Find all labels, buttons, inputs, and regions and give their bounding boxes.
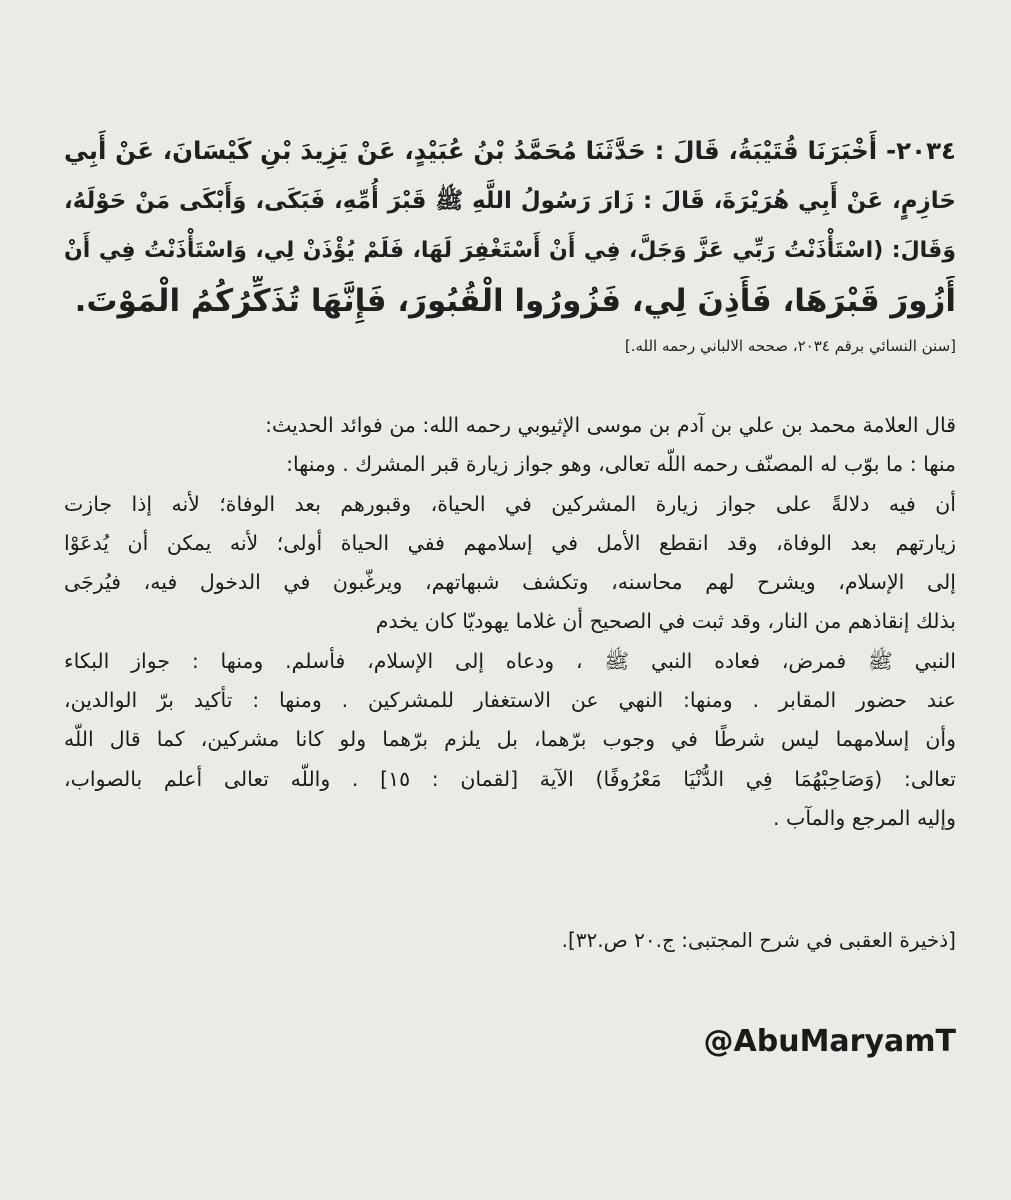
commentary-line: وإليه المرجع والمآب .	[772, 805, 956, 830]
hadith-line: وَقَالَ: (اسْتَأْذَنْتُ رَبِّي عَزَّ وَجَلَّ، فِي أَنْ أَسْتَغْفِرَ لَهَا، فَلَمْ يُؤْذَنْ لِي، وَاسْتَأْذَنْتُ فِي أَنْ	[64, 238, 956, 263]
hadith-line: ٢٠٣٤- أَخْبَرَنَا قُتَيْبَةُ، قَالَ : حَدَّثَنَا مُحَمَّدُ بْنُ عُبَيْدٍ، عَنْ يَزِيدَ بْنِ كَيْسَانَ، عَنْ أَبِي	[64, 136, 956, 165]
commentary-line: إلى الإسلام، ويشرح لهم محاسنه، وتكشف شبهاتهم، ويرغّبون في الدخول فيه، فيُرجَى	[64, 570, 956, 595]
commentary-text	[64, 406, 956, 838]
commentary-line: أن فيه دلالةً على جواز زيارة المشركين في الحياة، وقبورهم بعد الوفاة؛ لأنه إذا جازت	[64, 491, 956, 516]
hadith-line: أَزُورَ قَبْرَهَا، فَأَذِنَ لِي، فَزُورُوا الْقُبُورَ، فَإِنَّهَا تُذَكِّرُكُمُ الْمَوْتَ.	[74, 283, 956, 319]
commentary-line: وأن إسلامهما ليس شرطًا في وجوب برّهما، بل يلزم برّهما ولو كانا مشركين، كما قال اللّه	[64, 727, 956, 752]
hadith-line: حَازِمٍ، عَنْ أَبِي هُرَيْرَةَ، قَالَ : زَارَ رَسُولُ اللَّهِ ﷺ قَبْرَ أُمِّهِ، فَبَكَى، وَأَبْكَى مَنْ حَوْلَهُ،	[64, 188, 956, 214]
commentary-line: قال العلامة محمد بن علي بن آدم بن موسى الإثيوبي رحمه الله: من فوائد الحديث:	[265, 413, 956, 437]
book-reference: [ذخيرة العقبى في شرح المجتبى: ج.٢٠ ص.٣٢].	[561, 928, 956, 952]
author-handle: @AbuMaryamT	[703, 1024, 956, 1059]
hadith-source: [سنن النسائي برقم ٢٠٣٤، صححه الالباني رحمه الله.]	[624, 337, 956, 355]
commentary-line: تعالى: (وَصَاحِبْهُمَا فِي الدُّنْيَا مَعْرُوفًا) الآية [لقمان : ١٥] . واللّه تعالى أعلم بالصواب،	[64, 766, 956, 791]
commentary-line: زيارتهم بعد الوفاة، وقد انقطع الأمل في إسلامهم ففي الحياة أولى؛ لأنه يمكن أن يُدعَوْا	[64, 530, 956, 555]
commentary-line: عند حضور المقابر . ومنها: النهي عن الاستغفار للمشركين . ومنها : تأكيد برّ الوالدين،	[64, 688, 956, 713]
document-page	[64, 0, 956, 1200]
commentary-line: منها : ما بوّب له المصنّف رحمه اللّه تعالى، وهو جواز زيارة قبر المشرك . ومنها:	[286, 452, 956, 477]
commentary-line: النبي ﷺ فمرض، فعاده النبي ﷺ ، ودعاه إلى الإسلام، فأسلم. ومنها : جواز البكاء	[64, 648, 956, 673]
commentary-line: بذلك إنقاذهم من النار، وقد ثبت في الصحيح أن غلاما يهوديّا كان يخدم	[375, 609, 956, 634]
hadith-text	[64, 126, 956, 326]
